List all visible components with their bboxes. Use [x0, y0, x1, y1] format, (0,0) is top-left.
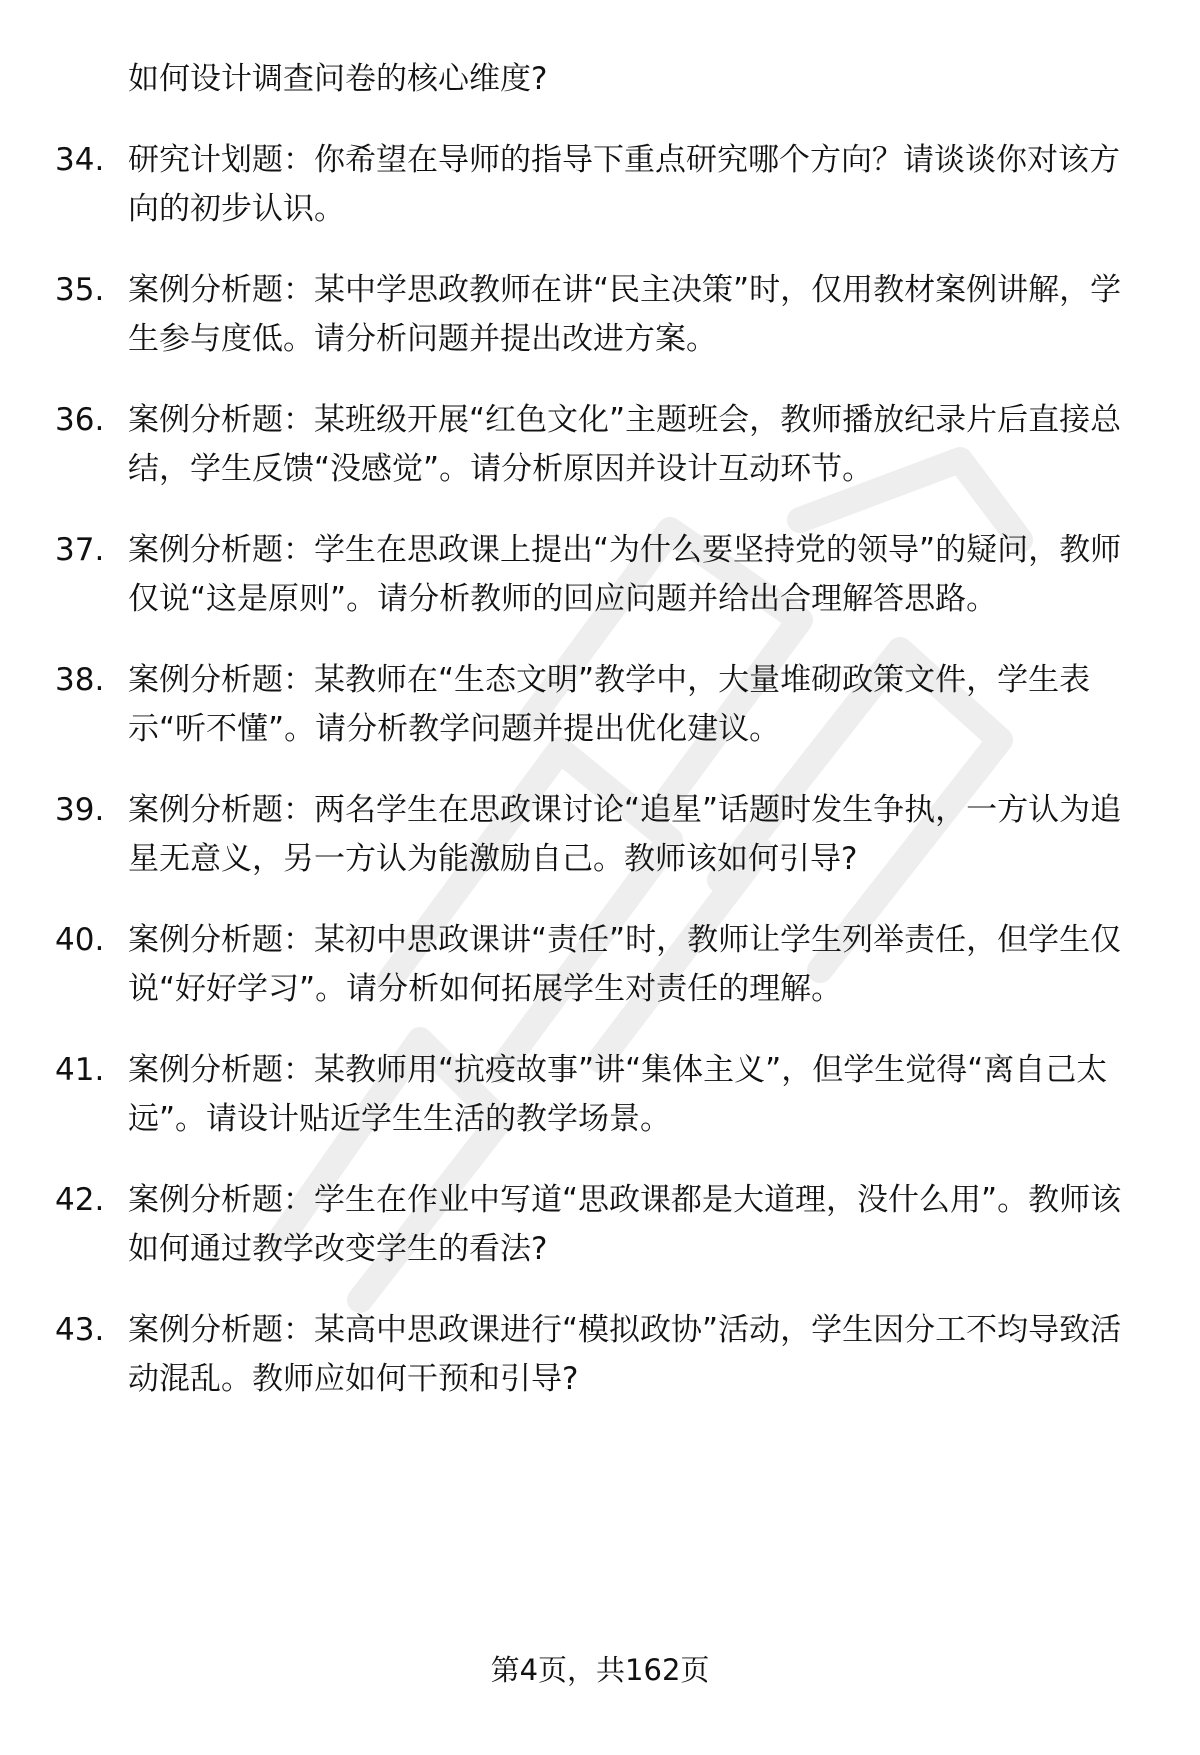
- question-number: 36.: [55, 402, 105, 438]
- question-text: 研究计划题：你希望在导师的指导下重点研究哪个方向？请谈谈你对该方向的初步认识。: [128, 142, 1120, 227]
- question-number: 42.: [55, 1182, 105, 1218]
- question-number: 39.: [55, 792, 105, 828]
- list-item: [0, 266, 1200, 364]
- question-text: 案例分析题：某初中思政课讲“责任”时，教师让学生列举责任，但学生仅说“好好学习”。请分析如何拓展学生对责任的理解。: [128, 922, 1122, 1007]
- continued-question-text: 如何设计调查问卷的核心维度?: [128, 61, 548, 97]
- list-item: [0, 136, 1200, 234]
- question-number: 41.: [55, 1052, 105, 1088]
- question-text: 案例分析题：某教师在“生态文明”教学中，大量堆砌政策文件，学生表示“听不懂”。请分析教学问题并提出优化建议。: [128, 662, 1091, 747]
- list-item: [0, 786, 1200, 884]
- list-item: [0, 656, 1200, 754]
- question-text: 案例分析题：学生在作业中写道“思政课都是大道理，没什么用”。教师该如何通过教学改变学生的看法?: [128, 1182, 1122, 1267]
- question-text: 案例分析题：某班级开展“红色文化”主题班会，教师播放纪录片后直接总结，学生反馈“没感觉”。请分析原因并设计互动环节。: [128, 402, 1122, 487]
- question-number: 37.: [55, 532, 105, 568]
- list-item: [0, 396, 1200, 494]
- question-list: [0, 55, 1200, 1436]
- question-number: 35.: [55, 272, 105, 308]
- question-text: 案例分析题：某高中思政课进行“模拟政协”活动，学生因分工不均导致活动混乱。教师应如何干预和引导?: [128, 1312, 1122, 1397]
- list-item: [0, 916, 1200, 1014]
- list-item: [0, 526, 1200, 624]
- list-item: [0, 1046, 1200, 1144]
- list-item: [0, 1176, 1200, 1274]
- list-item: [0, 1306, 1200, 1404]
- question-text: 案例分析题：两名学生在思政课讨论“追星”话题时发生争执，一方认为追星无意义，另一方认为能激励自己。教师该如何引导?: [128, 792, 1122, 877]
- question-text: 案例分析题：某教师用“抗疫故事”讲“集体主义”，但学生觉得“离自己太远”。请设计贴近学生生活的教学场景。: [128, 1052, 1108, 1137]
- question-text: 案例分析题：某中学思政教师在讲“民主决策”时，仅用教材案例讲解，学生参与度低。请分析问题并提出改进方案。: [128, 272, 1122, 357]
- question-text: 案例分析题：学生在思政课上提出“为什么要坚持党的领导”的疑问，教师仅说“这是原则”。请分析教师的回应问题并给出合理解答思路。: [128, 532, 1122, 617]
- question-number: 43.: [55, 1312, 105, 1348]
- question-number: 40.: [55, 922, 105, 958]
- question-number: 38.: [55, 662, 105, 698]
- page-footer: 第4页，共162页: [490, 1653, 710, 1687]
- question-number: 34.: [55, 142, 105, 178]
